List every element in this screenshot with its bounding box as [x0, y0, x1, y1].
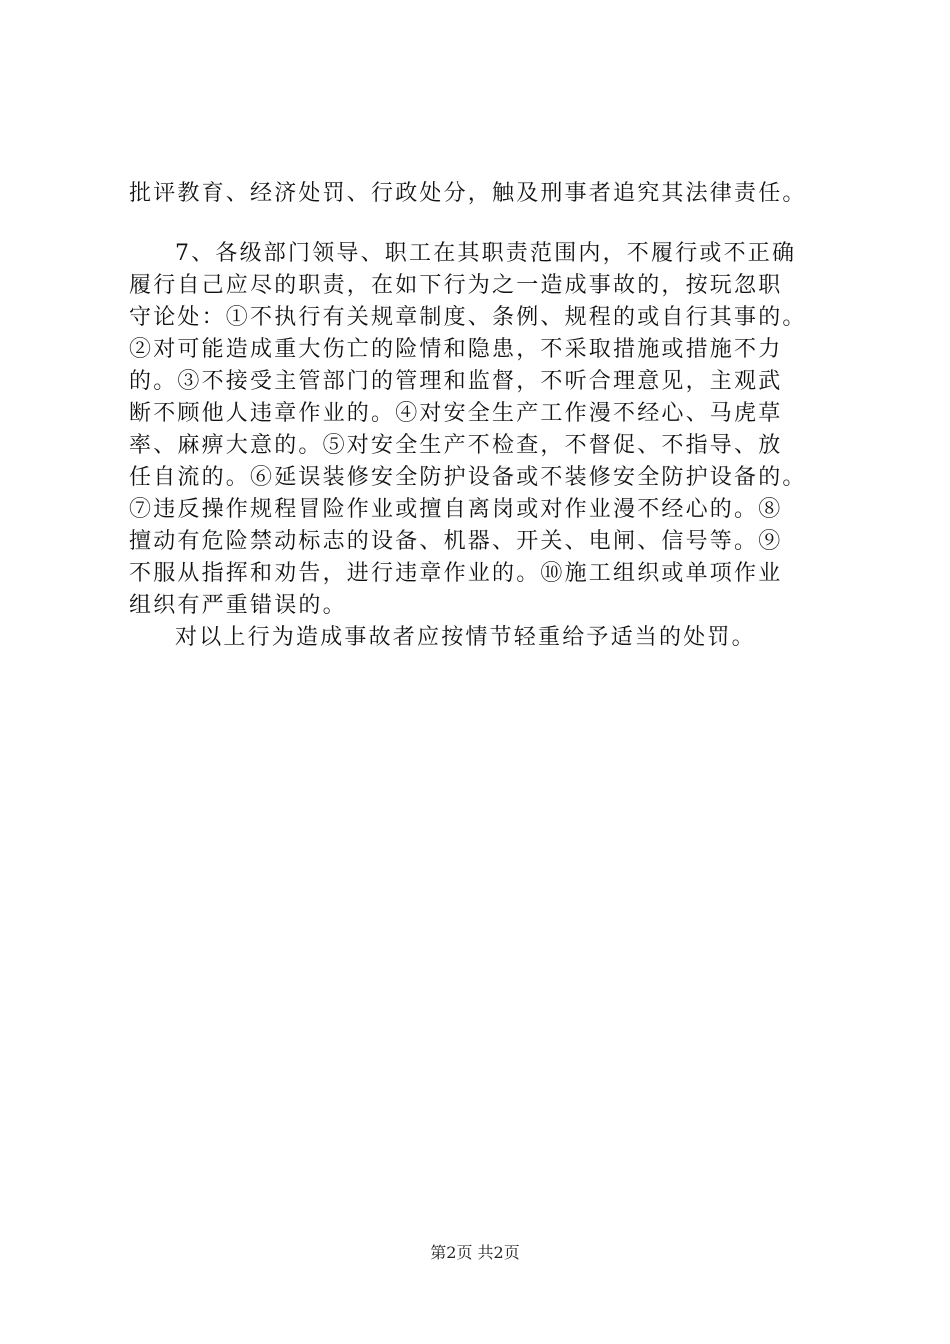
text-line: ②对可能造成重大伤亡的险情和隐患，不采取措施或措施不力: [129, 337, 783, 362]
text-line: 对以上行为造成事故者应按情节轻重给予适当的处罚。: [175, 625, 756, 650]
text-line: 的。③不接受主管部门的管理和监督，不听合理意见，主观武: [129, 369, 783, 394]
text-line: 任自流的。⑥延误装修安全防护设备或不装修安全防护设备的。: [129, 465, 807, 490]
text-line: 批评教育、经济处罚、行政处分，触及刑事者追究其法律责任。: [129, 181, 807, 206]
text-line: 断不顾他人违章作业的。④对安全生产工作漫不经心、马虎草: [129, 401, 783, 426]
text-line: 履行自己应尽的职责，在如下行为之一造成事故的，按玩忽职: [129, 273, 783, 298]
text-line: 7、各级部门领导、职工在其职责范围内，不履行或不正确: [175, 241, 797, 266]
text-line: 擅动有危险禁动标志的设备、机器、开关、电闸、信号等。⑨: [129, 529, 783, 554]
text-line: 守论处：①不执行有关规章制度、条例、规程的或自行其事的。: [129, 305, 807, 330]
text-line: 组织有严重错误的。: [129, 593, 347, 618]
text-line: 不服从指挥和劝告，进行违章作业的。⑩施工组织或单项作业: [129, 561, 783, 586]
text-line: ⑦违反操作规程冒险作业或擅自离岗或对作业漫不经心的。⑧: [129, 497, 783, 522]
page-footer: 第2页 共2页: [430, 1243, 520, 1262]
text-line: 率、麻痹大意的。⑤对安全生产不检查，不督促、不指导、放: [129, 433, 783, 458]
